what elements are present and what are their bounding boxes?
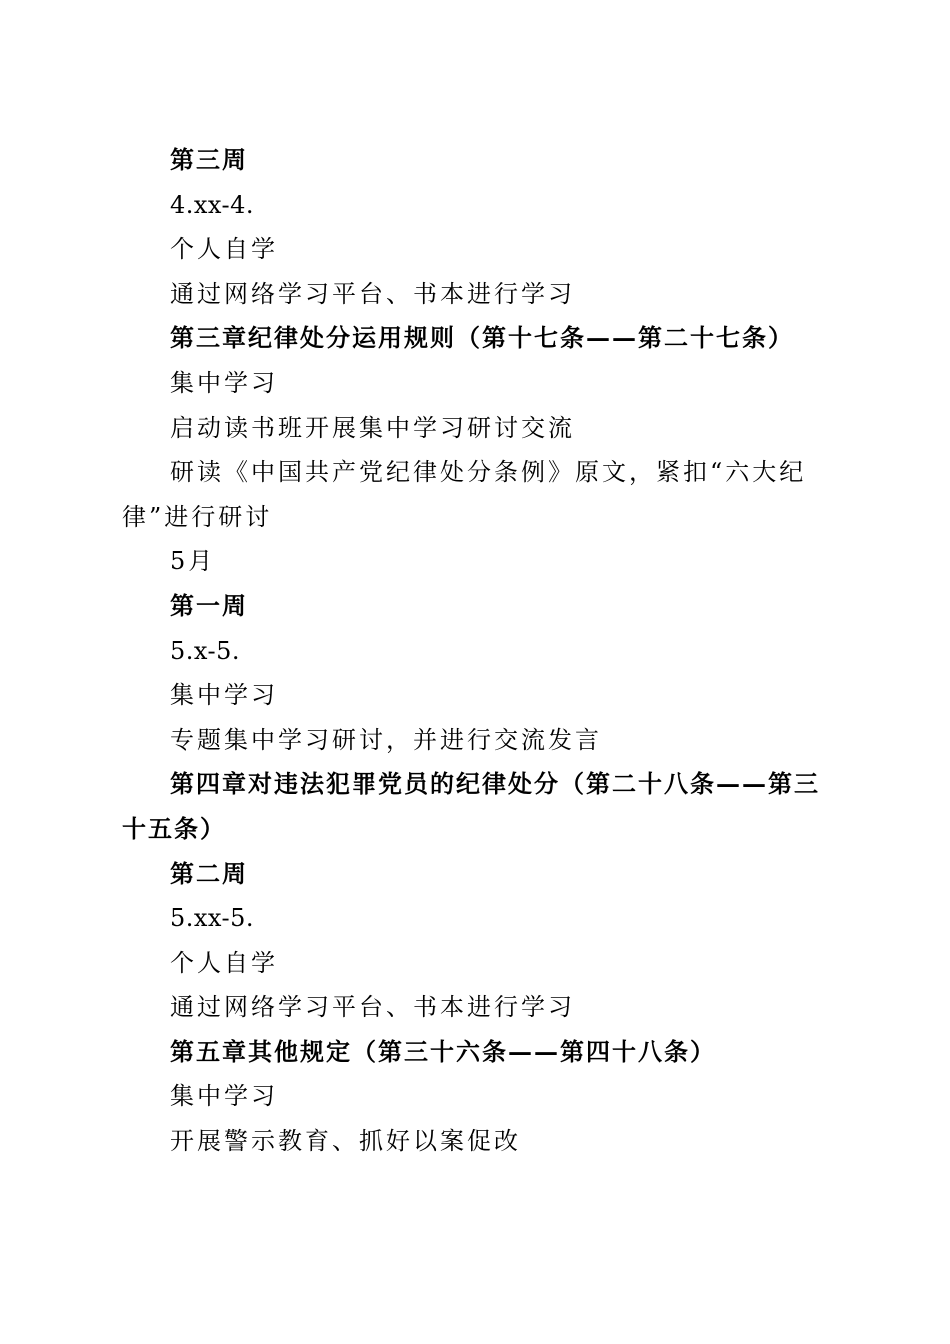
study-mode: 个人自学 <box>170 948 278 977</box>
study-method: 通过网络学习平台、书本进行学习 <box>170 279 575 308</box>
study-mode: 集中学习 <box>170 1082 278 1111</box>
week-heading: 第三周 <box>170 145 248 174</box>
study-method: 开展警示教育、抓好以案促改 <box>170 1127 521 1156</box>
study-mode: 个人自学 <box>170 235 278 264</box>
document-body <box>122 138 824 1164</box>
date-range: 5.xx-5. <box>170 904 255 933</box>
study-method: 专题集中学习研讨，并进行交流发言 <box>170 725 602 754</box>
study-method: 研读《中国共产党纪律处分条例》原文，紧扣“六大纪律”进行研讨 <box>122 458 807 531</box>
chapter-heading: 第三章纪律处分运用规则（第十七条——第二十七条） <box>170 323 794 353</box>
date-range: 4.xx-4. <box>170 190 255 219</box>
month-heading: 5月 <box>170 547 216 576</box>
week-heading: 第二周 <box>170 858 248 888</box>
study-mode: 集中学习 <box>170 681 278 710</box>
chapter-heading: 第五章其他规定（第三十六条——第四十八条） <box>170 1036 716 1066</box>
study-method: 启动读书班开展集中学习研讨交流 <box>170 413 575 442</box>
date-range: 5.x-5. <box>170 636 241 665</box>
chapter-heading: 第四章对违法犯罪党员的纪律处分（第二十八条——第三十五条） <box>122 769 820 843</box>
study-method: 通过网络学习平台、书本进行学习 <box>170 993 575 1022</box>
week-heading: 第一周 <box>170 590 248 620</box>
study-mode: 集中学习 <box>170 368 278 397</box>
